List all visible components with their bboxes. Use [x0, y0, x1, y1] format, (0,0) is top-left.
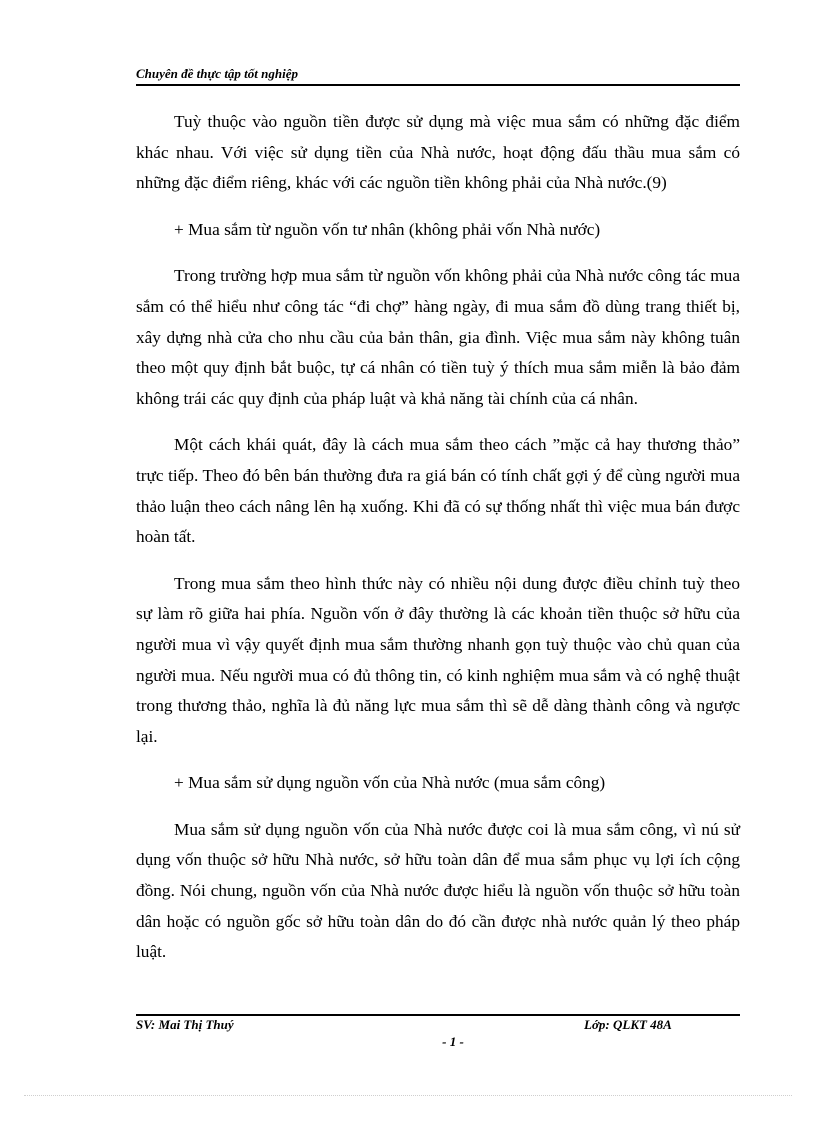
section-bullet-private-funds: + Mua sắm từ nguồn vốn tư nhân (không phải vốn Nhà nước) — [174, 219, 601, 239]
footer-class-label: Lớp: QLKT 48A — [584, 1017, 672, 1032]
footer-student-name: SV: Mai Thị Thuý — [136, 1017, 234, 1032]
page-bottom-dotted-line — [24, 1095, 792, 1096]
paragraph: Tuỳ thuộc vào nguồn tiền được sử dụng mà việc mua sắm có những đặc điểm khác nhau. Với việc sử dụng tiền của Nhà nước, hoạt động đấu thầu mua sắm có những đặc điểm riêng, khác với các nguồn tiền không phải của Nhà nước.(9) — [136, 112, 740, 193]
header-divider — [136, 84, 740, 86]
paragraph: Trong mua sắm theo hình thức này có nhiều nội dung được điều chỉnh tuỳ theo sự làm rõ giữa hai phía. Nguồn vốn ở đây thường là các khoản tiền thuộc sở hữu của người mua vì vậy quyết định mua sắm thường nhanh gọn tuỳ thuộc vào chủ quan của người mua. Nếu người mua có đủ thông tin, có kinh nghiệm mua sắm và có nghệ thuật trong thương thảo, nghĩa là đủ năng lực mua sắm thì sẽ dễ dàng thành công và ngược lại. — [136, 573, 740, 746]
header-title: Chuyên đề thực tập tốt nghiệp — [136, 66, 298, 81]
paragraph: Một cách khái quát, đây là cách mua sắm theo cách ”mặc cả hay thương thảo” trực tiếp. Theo đó bên bán thường đưa ra giá bán có tính chất gợi ý để cùng người mua thảo luận theo cách nâng lên hạ xuống. Khi đã có sự thống nhất thì việc mua bán được hoàn tất. — [136, 435, 740, 547]
paragraph: Mua sắm sử dụng nguồn vốn của Nhà nước được coi là mua sắm công, vì nú sử dụng vốn thuộc sở hữu Nhà nước, sở hữu toàn dân để mua sắm phục vụ lợi ích cộng đồng. Nói chung, nguồn vốn của Nhà nước được hiểu là nguồn vốn thuộc sở hữu toàn dân hoặc có nguồn gốc sở hữu toàn dân do đó cần được nhà nước quản lý theo pháp luật. — [136, 819, 740, 962]
paragraph: Trong trường hợp mua sắm từ nguồn vốn không phải của Nhà nước công tác mua sắm có thể hiểu như công tác “đi chợ” hàng ngày, đi mua sắm đồ dùng trang thiết bị, xây dựng nhà cửa cho nhu cầu của bản thân, gia đình. Việc mua sắm này không tuân theo một quy định bắt buộc, tự cá nhân có tiền tuỳ ý thích mua sắm miễn là bảo đảm không trái các quy định của pháp luật và khả năng tài chính của cá nhân. — [136, 266, 740, 408]
section-bullet-public-funds: + Mua sắm sử dụng nguồn vốn của Nhà nước (mua sắm công) — [174, 773, 606, 793]
page-number: - 1 - — [442, 1034, 464, 1049]
document-body — [136, 107, 740, 984]
footer-divider — [136, 1014, 740, 1016]
